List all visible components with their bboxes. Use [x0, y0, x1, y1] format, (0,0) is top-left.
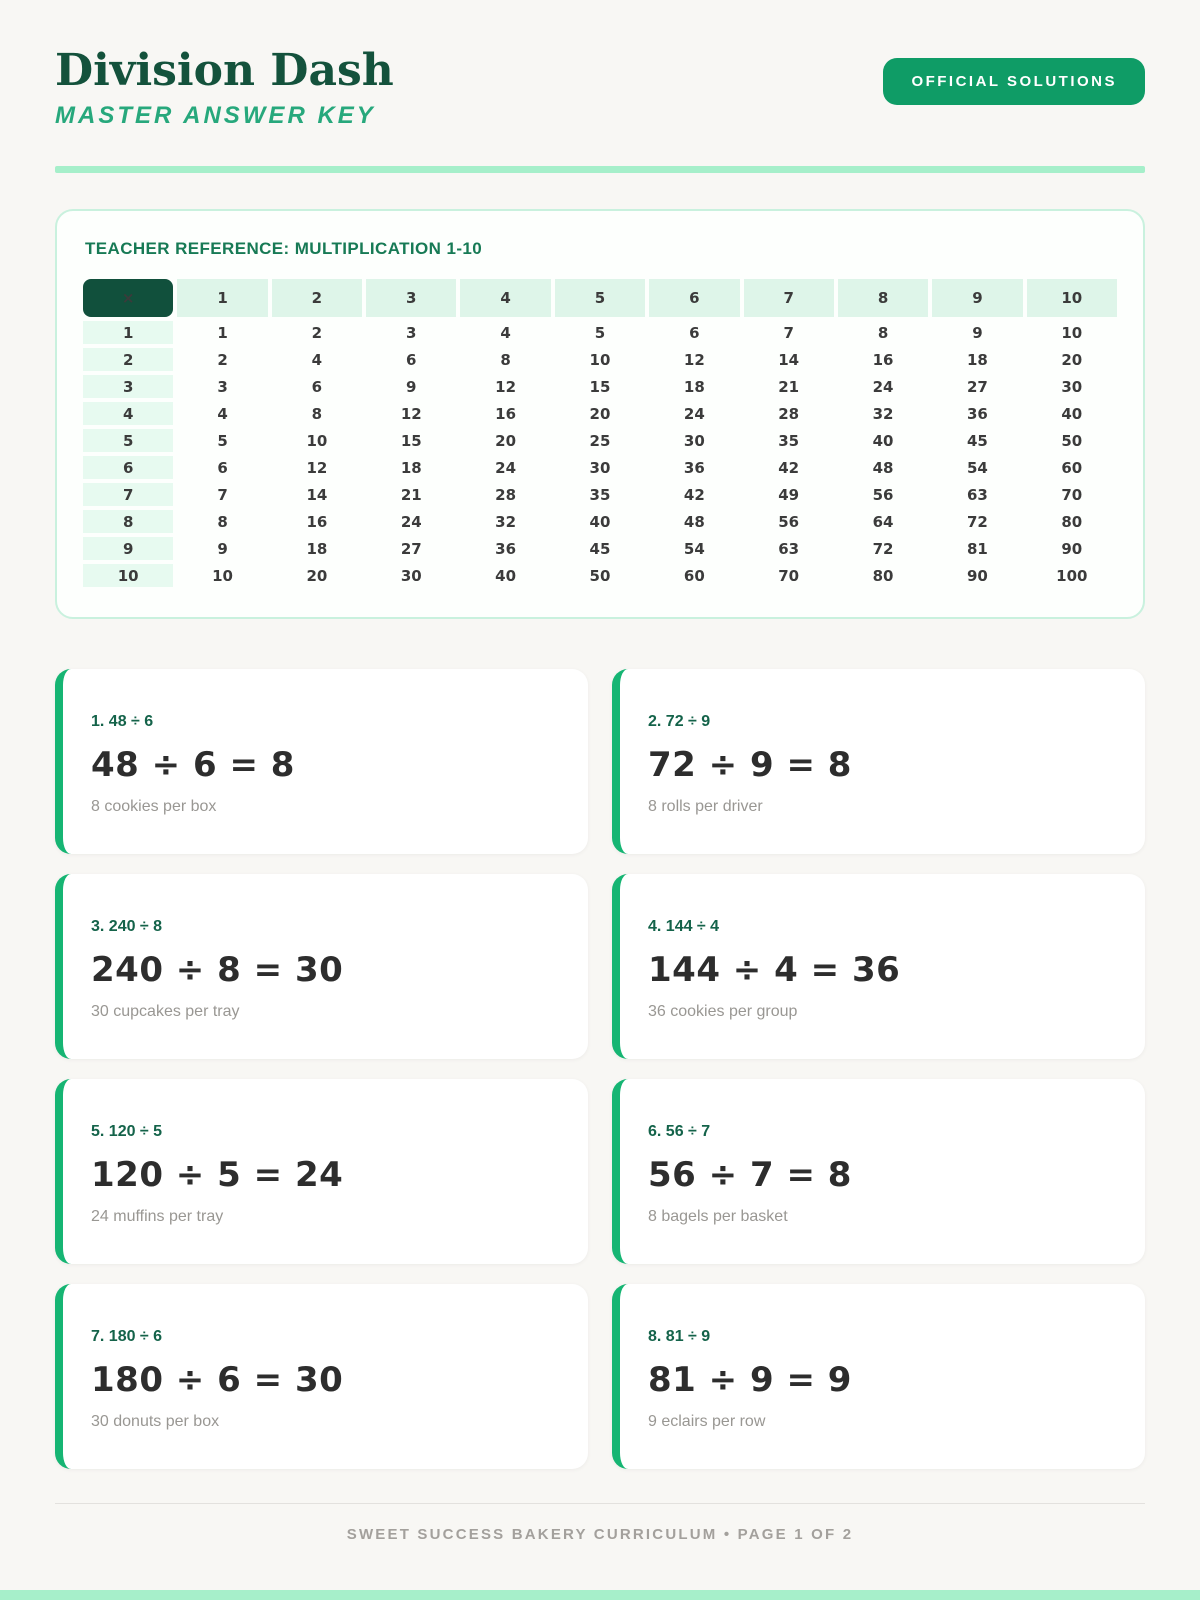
product-cell: 40 [589, 512, 611, 531]
product-cell: 10 [306, 431, 328, 450]
product-cell: 21 [400, 485, 422, 504]
product-cell: 16 [495, 404, 517, 423]
product-cell: 70 [778, 566, 800, 585]
product-cell: 14 [306, 485, 328, 504]
column-header-3: 3 [366, 279, 456, 317]
answer-equation: 240 ÷ 8 = 30 [91, 950, 344, 991]
product-cell: 36 [683, 458, 705, 477]
answer-note: 9 eclairs per row [648, 1413, 766, 1431]
product-cell: 24 [872, 377, 894, 396]
product-cell: 18 [683, 377, 705, 396]
page-title: Division Dash [55, 45, 394, 96]
product-cell: 20 [589, 404, 611, 423]
table-row [83, 348, 1117, 371]
product-cell: 1 [217, 323, 228, 342]
product-cell: 6 [406, 350, 417, 369]
product-cell: 8 [500, 350, 511, 369]
answer-note: 24 muffins per tray [91, 1208, 224, 1226]
table-row [83, 564, 1117, 587]
table-header-row [83, 279, 1117, 317]
product-cell: 9 [972, 323, 983, 342]
product-cell: 12 [400, 404, 422, 423]
product-cell: 60 [1061, 458, 1083, 477]
table-row [83, 429, 1117, 452]
product-cell: 28 [778, 404, 800, 423]
product-cell: 48 [872, 458, 894, 477]
column-header-9: 9 [932, 279, 1022, 317]
bottom-accent-bar [0, 1590, 1200, 1600]
column-header-6: 6 [649, 279, 739, 317]
product-cell: 54 [683, 539, 705, 558]
answer-note: 8 cookies per box [91, 798, 217, 816]
product-cell: 81 [966, 539, 988, 558]
product-cell: 12 [683, 350, 705, 369]
product-cell: 8 [311, 404, 323, 423]
reference-title: TEACHER REFERENCE: MULTIPLICATION 1-10 [85, 239, 483, 259]
row-header-5: 5 [83, 429, 173, 452]
answer-label: 2. 72 ÷ 9 [648, 713, 711, 731]
product-cell: 54 [966, 458, 988, 477]
table-row [83, 375, 1117, 398]
product-cell: 30 [683, 431, 705, 450]
product-cell: 40 [872, 431, 894, 450]
product-cell: 12 [306, 458, 328, 477]
answer-label: 1. 48 ÷ 6 [91, 713, 154, 731]
product-cell: 30 [400, 566, 422, 585]
answer-equation: 81 ÷ 9 = 9 [648, 1360, 852, 1401]
product-cell: 18 [966, 350, 988, 369]
product-cell: 9 [217, 539, 228, 558]
product-cell: 30 [589, 458, 611, 477]
product-cell: 4 [311, 350, 323, 369]
header-divider [55, 166, 1145, 173]
product-cell: 45 [589, 539, 611, 558]
product-cell: 20 [306, 566, 328, 585]
product-cell: 20 [1061, 350, 1083, 369]
row-header-4: 4 [83, 402, 173, 425]
product-cell: 15 [400, 431, 422, 450]
table-row [83, 402, 1117, 425]
product-cell: 56 [778, 512, 800, 531]
multiplication-table [79, 275, 1121, 591]
multiplication-table-head [83, 279, 1117, 317]
product-cell: 80 [872, 566, 894, 585]
answer-equation: 48 ÷ 6 = 8 [91, 745, 295, 786]
answers-grid [55, 669, 1145, 1469]
product-cell: 7 [217, 485, 228, 504]
product-cell: 16 [306, 512, 328, 531]
column-header-2: 2 [272, 279, 362, 317]
column-header-8: 8 [838, 279, 928, 317]
product-cell: 5 [217, 431, 228, 450]
product-cell: 5 [594, 323, 606, 342]
product-cell: 30 [1061, 377, 1083, 396]
product-cell: 9 [406, 377, 417, 396]
product-cell: 15 [589, 377, 611, 396]
product-cell: 25 [589, 431, 611, 450]
product-cell: 32 [872, 404, 894, 423]
product-cell: 10 [589, 350, 611, 369]
product-cell: 27 [966, 377, 988, 396]
answer-equation: 56 ÷ 7 = 8 [648, 1155, 852, 1196]
multiplication-table-body [83, 321, 1117, 587]
column-header-5: 5 [555, 279, 645, 317]
answer-label: 7. 180 ÷ 6 [91, 1328, 163, 1346]
product-cell: 70 [1061, 485, 1083, 504]
product-cell: 10 [1061, 323, 1083, 342]
column-header-4: 4 [460, 279, 550, 317]
answer-note: 36 cookies per group [648, 1003, 798, 1021]
row-header-2: 2 [83, 348, 173, 371]
answer-card-2 [612, 669, 1145, 854]
answer-note: 8 bagels per basket [648, 1208, 788, 1226]
table-row [83, 456, 1117, 479]
product-cell: 45 [966, 431, 988, 450]
answer-label: 6. 56 ÷ 7 [648, 1123, 711, 1141]
product-cell: 18 [400, 458, 422, 477]
product-cell: 6 [689, 323, 700, 342]
product-cell: 48 [683, 512, 705, 531]
answer-label: 5. 120 ÷ 5 [91, 1123, 163, 1141]
product-cell: 3 [406, 323, 417, 342]
answer-note: 8 rolls per driver [648, 798, 763, 816]
product-cell: 2 [217, 350, 228, 369]
column-header-10: 10 [1027, 279, 1117, 317]
answer-note: 30 donuts per box [91, 1413, 220, 1431]
answer-card-5 [55, 1079, 588, 1264]
multiplication-reference-card [55, 209, 1145, 619]
product-cell: 6 [311, 377, 323, 396]
product-cell: 12 [495, 377, 517, 396]
product-cell: 3 [217, 377, 228, 396]
row-header-1: 1 [83, 321, 173, 344]
product-cell: 35 [589, 485, 611, 504]
product-cell: 100 [1056, 566, 1088, 585]
product-cell: 6 [217, 458, 228, 477]
answer-card-7 [55, 1284, 588, 1469]
product-cell: 21 [778, 377, 800, 396]
answer-equation: 72 ÷ 9 = 8 [648, 745, 852, 786]
page-header [55, 45, 1145, 130]
product-cell: 2 [311, 323, 323, 342]
product-cell: 8 [217, 512, 228, 531]
product-cell: 32 [495, 512, 517, 531]
table-row [83, 510, 1117, 533]
product-cell: 64 [872, 512, 894, 531]
product-cell: 27 [400, 539, 422, 558]
product-cell: 90 [1061, 539, 1083, 558]
footer-divider [55, 1503, 1145, 1504]
row-header-10: 10 [83, 564, 173, 587]
product-cell: 28 [495, 485, 517, 504]
product-cell: 4 [217, 404, 228, 423]
product-cell: 4 [500, 323, 511, 342]
product-cell: 18 [306, 539, 328, 558]
product-cell: 24 [495, 458, 517, 477]
row-header-8: 8 [83, 510, 173, 533]
product-cell: 20 [495, 431, 517, 450]
product-cell: 16 [872, 350, 894, 369]
multiply-corner-cell: × [83, 279, 173, 317]
title-block [55, 45, 394, 130]
product-cell: 72 [872, 539, 894, 558]
product-cell: 60 [683, 566, 705, 585]
product-cell: 42 [683, 485, 705, 504]
product-cell: 42 [778, 458, 800, 477]
product-cell: 63 [778, 539, 800, 558]
row-header-3: 3 [83, 375, 173, 398]
answer-card-8 [612, 1284, 1145, 1469]
product-cell: 10 [212, 566, 233, 585]
row-header-7: 7 [83, 483, 173, 506]
answer-card-3 [55, 874, 588, 1059]
product-cell: 14 [778, 350, 800, 369]
product-cell: 40 [1061, 404, 1083, 423]
product-cell: 7 [783, 323, 794, 342]
answer-label: 8. 81 ÷ 9 [648, 1328, 711, 1346]
row-header-9: 9 [83, 537, 173, 560]
official-solutions-badge: OFFICIAL SOLUTIONS [883, 58, 1145, 105]
product-cell: 80 [1061, 512, 1083, 531]
product-cell: 24 [400, 512, 422, 531]
product-cell: 56 [872, 485, 894, 504]
answer-equation: 180 ÷ 6 = 30 [91, 1360, 344, 1401]
table-row [83, 321, 1117, 344]
product-cell: 72 [966, 512, 988, 531]
table-row [83, 537, 1117, 560]
answer-card-4 [612, 874, 1145, 1059]
product-cell: 36 [966, 404, 988, 423]
product-cell: 40 [495, 566, 517, 585]
product-cell: 8 [877, 323, 889, 342]
footer-text: SWEET SUCCESS BAKERY CURRICULUM • PAGE 1 OF 2 [346, 1526, 854, 1544]
column-header-7: 7 [744, 279, 834, 317]
answer-equation: 120 ÷ 5 = 24 [91, 1155, 344, 1196]
answer-label: 4. 144 ÷ 4 [648, 918, 720, 936]
answer-card-1 [55, 669, 588, 854]
product-cell: 50 [1061, 431, 1083, 450]
answer-note: 30 cupcakes per tray [91, 1003, 240, 1021]
page-subtitle: MASTER ANSWER KEY [55, 102, 376, 130]
product-cell: 35 [778, 431, 800, 450]
column-header-1: 1 [177, 279, 267, 317]
product-cell: 90 [966, 566, 988, 585]
product-cell: 36 [495, 539, 517, 558]
row-header-6: 6 [83, 456, 173, 479]
product-cell: 24 [683, 404, 705, 423]
answer-label: 3. 240 ÷ 8 [91, 918, 163, 936]
table-row [83, 483, 1117, 506]
answer-card-6 [612, 1079, 1145, 1264]
product-cell: 63 [966, 485, 988, 504]
product-cell: 50 [589, 566, 611, 585]
product-cell: 49 [778, 485, 800, 504]
answer-equation: 144 ÷ 4 = 36 [648, 950, 901, 991]
